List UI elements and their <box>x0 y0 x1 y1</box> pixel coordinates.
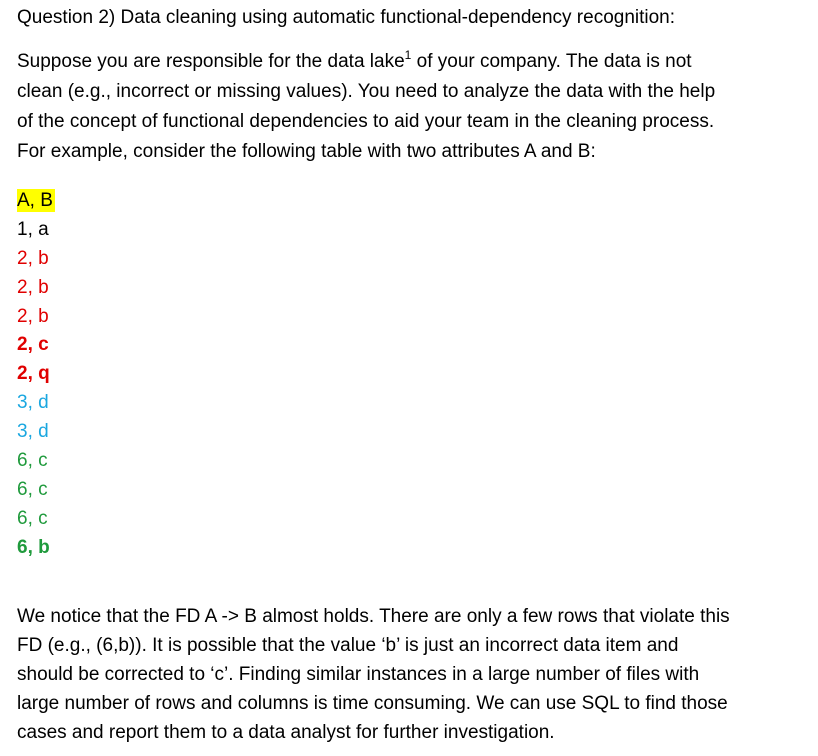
outro-line-3: should be corrected to ‘c’. Finding similar instances in a large number of files with <box>17 664 700 685</box>
outro-line-4: large number of rows and columns is time consuming. We can use SQL to find those <box>17 693 728 714</box>
outro-paragraph <box>17 602 730 747</box>
table-row: 6, c <box>17 507 48 529</box>
question-title: Question 2) Data cleaning using automatic functional-dependency recognition: <box>17 7 676 28</box>
table-row: 2, c <box>17 334 49 356</box>
outro-line-5: cases and report them to a data analyst for further investigation. <box>17 722 555 743</box>
table-row: 2, q <box>17 363 50 385</box>
table-row: 2, b <box>17 247 49 269</box>
example-table <box>17 187 804 563</box>
footnote-mark: 1 <box>404 48 412 62</box>
table-header: A, B <box>17 190 53 211</box>
intro-paragraph <box>17 47 804 167</box>
table-row: 6, b <box>17 536 50 558</box>
table-row: 3, d <box>17 392 49 414</box>
outro-line-2: FD (e.g., (6,b)). It is possible that the value ‘b’ is just an incorrect data item and <box>17 635 679 656</box>
intro-line-3: of the concept of functional dependencies to aid your team in the cleaning process. <box>17 111 715 132</box>
table-header-row <box>17 187 804 216</box>
intro-line-1-after: of your company. The data is not <box>411 51 692 72</box>
outro-line-1: We notice that the FD A -> B almost holds. There are only a few rows that violate this <box>17 606 730 627</box>
table-row: 2, b <box>17 305 49 327</box>
table-row: 1, a <box>17 218 49 240</box>
intro-line-4: For example, consider the following table with two attributes A and B: <box>17 141 596 162</box>
table-row: 6, c <box>17 478 48 500</box>
intro-line-1 <box>17 47 804 77</box>
intro-line-1-before: Suppose you are responsible for the data lake <box>17 51 405 72</box>
table-row: 2, b <box>17 276 49 298</box>
table-row: 3, d <box>17 421 49 443</box>
table-row: 6, c <box>17 450 48 472</box>
intro-line-2: clean (e.g., incorrect or missing values). You need to analyze the data with the help <box>17 81 716 102</box>
